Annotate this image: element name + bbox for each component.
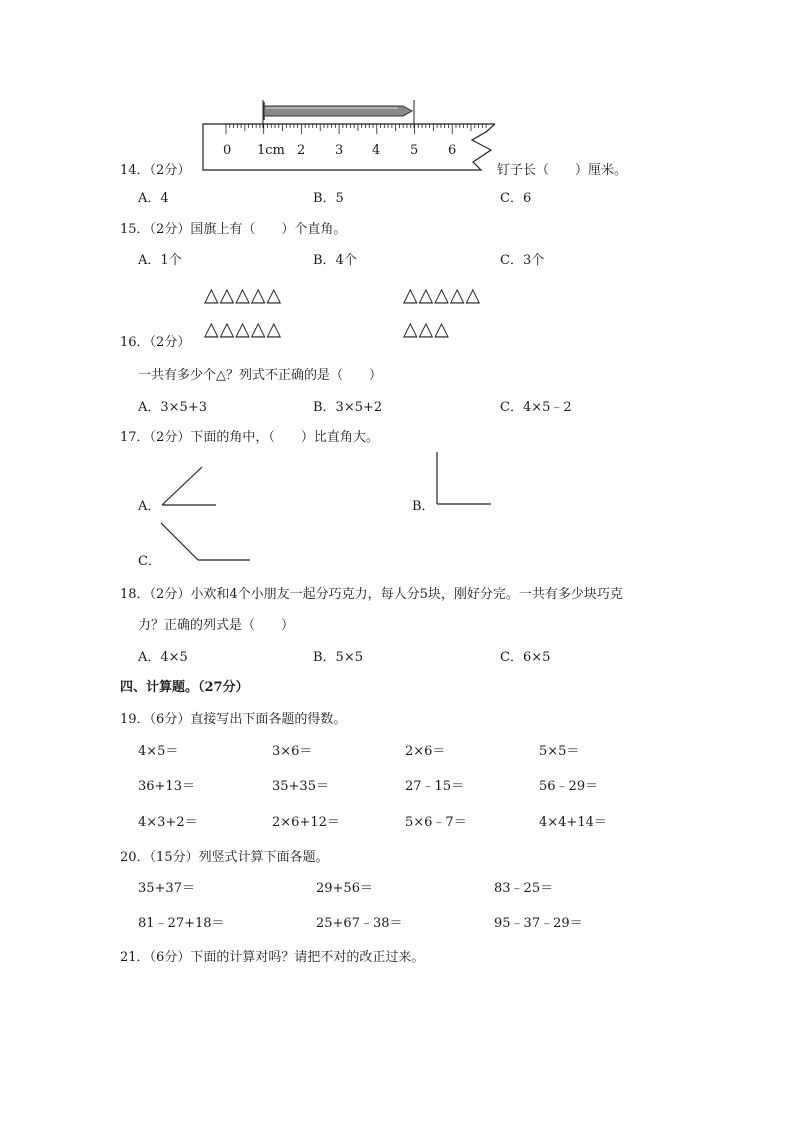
ruler-ticks [226,124,486,134]
q18-option-a[interactable]: A．4×5 [138,650,188,665]
ruler-nail-figure [198,98,498,173]
q15-option-b[interactable]: B．4个 [313,253,357,268]
q15-option-c[interactable]: C．3个 [500,253,545,268]
q16-option-c[interactable]: C．4×5﹣2 [500,400,572,415]
q20-item[interactable]: 25+67﹣38＝ [316,916,403,931]
section-4-title: 四、计算题。（27分） [120,680,249,695]
ruler-label-5: 5 [410,143,419,158]
q20-text: 20．（15分）列竖式计算下面各题。 [120,850,329,865]
triangle-row-3: △△△△△ [204,318,283,340]
q18-text-line1: 18．（2分）小欢和4个小朋友一起分巧克力，每人分5块，刚好分完。一共有多少块巧克 [120,587,623,602]
q18-text-line2: 力？正确的列式是（ ） [138,618,295,633]
q15-option-a[interactable]: A．1个 [138,253,182,268]
q14-option-a[interactable]: A．4 [138,191,169,206]
q19-item[interactable]: 56﹣29＝ [539,779,599,794]
q20-item[interactable]: 29+56＝ [316,881,373,896]
q16-option-a[interactable]: A．3×5+3 [138,400,207,415]
q14-option-c[interactable]: C．6 [500,191,532,206]
q18-option-b[interactable]: B．5×5 [313,650,363,665]
q14-option-b[interactable]: B．5 [313,191,344,206]
q19-item[interactable]: 3×6＝ [272,744,313,759]
q15-text: 15．（2分）国旗上有（ ）个直角。 [120,222,347,237]
q19-item[interactable]: 36+13＝ [138,779,195,794]
q19-item[interactable]: 5×6﹣7＝ [405,815,467,830]
q19-item[interactable]: 4×3+2＝ [138,815,198,830]
ruler-label-6: 6 [448,143,457,158]
q19-item[interactable]: 4×4+14＝ [539,815,607,830]
ruler-label-1cm: 1cm [257,143,285,158]
q16-question: 一共有多少个△？列式不正确的是（ ） [138,368,382,383]
ruler-label-2: 2 [297,143,306,158]
q19-item[interactable]: 35+35＝ [272,779,329,794]
q19-item[interactable]: 2×6+12＝ [272,815,340,830]
q16-number: 16．（2分） [120,335,191,350]
q14-tail-text: 钉子长（ ）厘米。 [497,163,628,178]
triangle-row-4: △△△ [403,318,450,340]
triangle-row-1: △△△△△ [204,284,283,306]
angle-a-figure [160,465,220,510]
triangle-row-2: △△△△△ [403,284,482,306]
q17-option-c-label[interactable]: C． [138,554,161,569]
q18-option-c[interactable]: C．6×5 [500,650,551,665]
angle-b-figure [434,450,494,510]
ruler-label-4: 4 [372,143,381,158]
q20-item[interactable]: 81﹣27+18＝ [138,916,225,931]
q21-text: 21．（6分）下面的计算对吗？请把不对的改正过来。 [120,950,425,965]
q20-item[interactable]: 35+37＝ [138,881,195,896]
q19-item[interactable]: 4×5＝ [138,744,179,759]
q19-item[interactable]: 2×6＝ [405,744,446,759]
ruler-label-3: 3 [335,143,344,158]
ruler-label-0: 0 [223,143,232,158]
q16-option-b[interactable]: B．3×5+2 [313,400,383,415]
q19-item[interactable]: 27﹣15＝ [405,779,465,794]
q14-number: 14．（2分） [120,163,191,178]
q19-item[interactable]: 5×5＝ [539,744,580,759]
q20-item[interactable]: 95﹣37﹣29＝ [494,916,583,931]
q20-item[interactable]: 83﹣25＝ [494,881,554,896]
angle-c-figure [158,520,253,565]
q17-option-a-label[interactable]: A． [138,499,161,514]
q17-text: 17．（2分）下面的角中，（ ）比直角大。 [120,430,379,445]
q19-text: 19．（6分）直接写出下面各题的得数。 [120,712,347,727]
q17-option-b-label[interactable]: B． [412,499,435,514]
